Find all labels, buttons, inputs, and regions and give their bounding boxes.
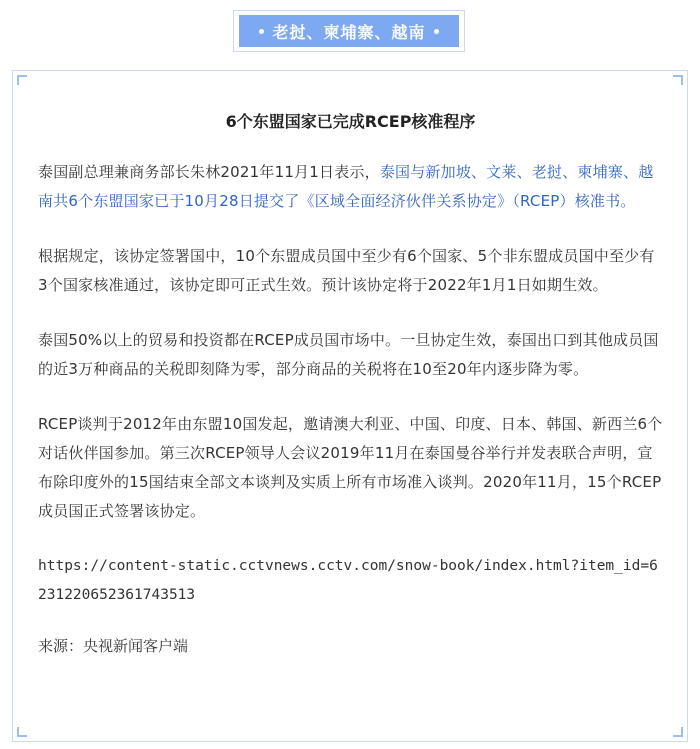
paragraph-1 xyxy=(38,158,663,216)
section-banner xyxy=(233,10,465,52)
banner-bar xyxy=(239,15,459,47)
paragraph-4: RCEP谈判于2012年由东盟10国发起，邀请澳大利亚、中国、印度、日本、韩国、新西兰6个对话伙伴国参加。第三次RCEP领导人会议2019年11月在泰国曼谷举行并发表联合声明，宣布除印度外的15国结束全部文本谈判及实质上所有市场准入谈判。2020年11月，15个RCEP成员国正式签署该协定。 xyxy=(38,415,663,520)
paragraph-3: 泰国50%以上的贸易和投资都在RCEP成员国市场中。一旦协定生效，泰国出口到其他成员国的近3万种商品的关税即刻降为零，部分商品的关税将在10至20年内逐步降为零。 xyxy=(38,331,659,378)
source-url: https://content-static.cctvnews.cctv.com/snow-book/index.html?item_id=6231220652361743513 xyxy=(38,558,658,603)
article-title: 6个东盟国家已完成RCEP核准程序 xyxy=(225,112,476,131)
paragraph-1-highlight: 泰国与新加坡、文莱、老挝、柬埔寨、越南共6个东盟国家已于10月28日提交了《区域全面经济伙伴关系协定》（RCEP）核准书。 xyxy=(38,163,654,210)
bullet-dot-icon xyxy=(434,29,439,34)
paragraph-2: 根据规定，该协定签署国中，10个东盟成员国中至少有6个国家、5个非东盟成员国中至少有3个国家核准通过，该协定即可正式生效。预计该协定将于2022年1月1日如期生效。 xyxy=(38,247,655,294)
paragraph-1-text: 泰国副总理兼商务部长朱林2021年11月1日表示， xyxy=(38,163,380,181)
source-credit: 来源：央视新闻客户端 xyxy=(38,637,189,655)
corner-ornament-icon xyxy=(17,727,27,737)
bullet-dot-icon xyxy=(259,29,264,34)
banner-text: 老挝、柬埔寨、越南 xyxy=(272,22,426,42)
corner-ornament-icon xyxy=(673,75,683,85)
corner-ornament-icon xyxy=(17,75,27,85)
corner-ornament-icon xyxy=(673,727,683,737)
article-body xyxy=(38,110,663,661)
